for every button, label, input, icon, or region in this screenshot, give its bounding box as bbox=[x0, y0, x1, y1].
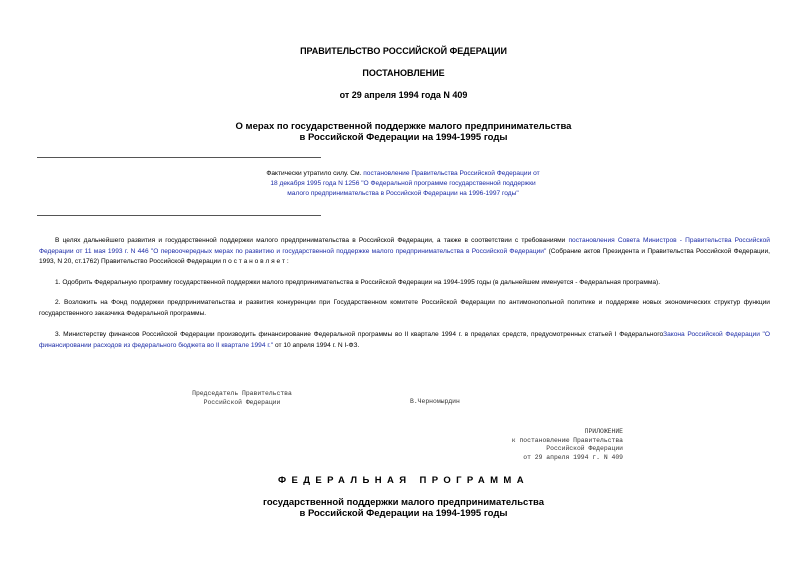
title-line-2: в Российской Федерации на 1994-1995 годы bbox=[299, 132, 508, 143]
appendix-block bbox=[480, 428, 623, 462]
signature-position-line-1: Председатель Правительства bbox=[192, 390, 292, 397]
title-line-1: О мерах по государственной поддержке малого предпринимательства bbox=[235, 121, 572, 132]
note-link[interactable]: постановление Правительства Российской Федерации от 18 декабря 1995 года N 1256 "О Федеральной программе государственной поддержки малого предпринимательства в Российской Федерации на 1996-1997 годы" bbox=[270, 170, 540, 197]
item-3 bbox=[39, 330, 770, 351]
government-name: ПРАВИТЕЛЬСТВО РОССИЙСКОЙ ФЕДЕРАЦИИ bbox=[300, 46, 507, 56]
item-3-text-2: от 10 апреля 1994 г. N I-ФЗ. bbox=[273, 341, 360, 349]
preamble-paragraph bbox=[39, 236, 770, 268]
appendix-line-1: ПРИЛОЖЕНИЕ bbox=[584, 428, 623, 435]
note-prefix: Фактически утратило силу. См. bbox=[266, 170, 364, 177]
item-1-text: 1. Одобрить Федеральную программу государственной поддержки малого предпринимательства в Российской Федерации на 1994-1995 годы (в дальнейшем именуется - Федеральная программа). bbox=[55, 279, 661, 286]
validity-note bbox=[262, 169, 544, 199]
program-title-line-1: государственной поддержки малого предпринимательства bbox=[263, 497, 544, 508]
document-type: ПОСТАНОВЛЕНИЕ bbox=[362, 68, 445, 78]
signature-position-line-2: Российской Федерации bbox=[203, 398, 281, 406]
signature-name: В.Черномырдин bbox=[410, 398, 460, 405]
program-title bbox=[0, 497, 807, 519]
appendix-line-3: Российской Федерации bbox=[546, 445, 623, 452]
item-2 bbox=[39, 298, 770, 319]
document-title bbox=[0, 121, 807, 143]
divider-bottom bbox=[37, 215, 321, 216]
preamble-text-2: (Собрание актов Президента и Правительства Российской Федерации, 1993, N 20, ст.1762) Правительство Российской Федерации п о с т а н о в л я е т : bbox=[39, 247, 770, 265]
program-heading: ФЕДЕРАЛЬНАЯ ПРОГРАММА bbox=[278, 475, 529, 486]
preamble-text-1: В целях дальнейшего развития и государственной поддержки малого предпринимательства в Российской Федерации, а также в соответствии с требованиями bbox=[55, 237, 569, 244]
appendix-line-2: к постановлению Правительства bbox=[511, 436, 623, 444]
item-3-link[interactable]: Закона Российской Федерации "О финансировании расходов из федерального бюджета во II квартале 1994 г." bbox=[39, 331, 770, 349]
appendix-line-4: от 29 апреля 1994 г. N 409 bbox=[523, 453, 623, 461]
preamble-link[interactable]: постановления Совета Министров - Правительства Российской Федерации от 11 мая 1993 г. N 446 "О первоочередных мерах по развитию и государственной поддержке малого предпринимательства в Российской Федерации" bbox=[39, 237, 770, 255]
document-date-number: от 29 апреля 1994 года N 409 bbox=[339, 90, 468, 100]
item-3-text-1: 3. Министерству финансов Российской Федерации производить финансирование Федеральной программы во II квартале 1994 г. в пределах средств, предусмотренных статьей I Федерального bbox=[55, 331, 664, 338]
divider-top bbox=[37, 157, 321, 158]
item-1 bbox=[39, 278, 770, 289]
signature-position bbox=[182, 390, 302, 407]
program-title-line-2: в Российской Федерации на 1994-1995 годы bbox=[299, 508, 508, 519]
item-2-text: 2. Возложить на Фонд поддержки предпринимательства и развития конкуренции при Государственном комитете Российской Федерации по антимонопольной политике и поддержке новых экономических структур функции государственного заказчика Федеральной программы. bbox=[39, 299, 770, 317]
